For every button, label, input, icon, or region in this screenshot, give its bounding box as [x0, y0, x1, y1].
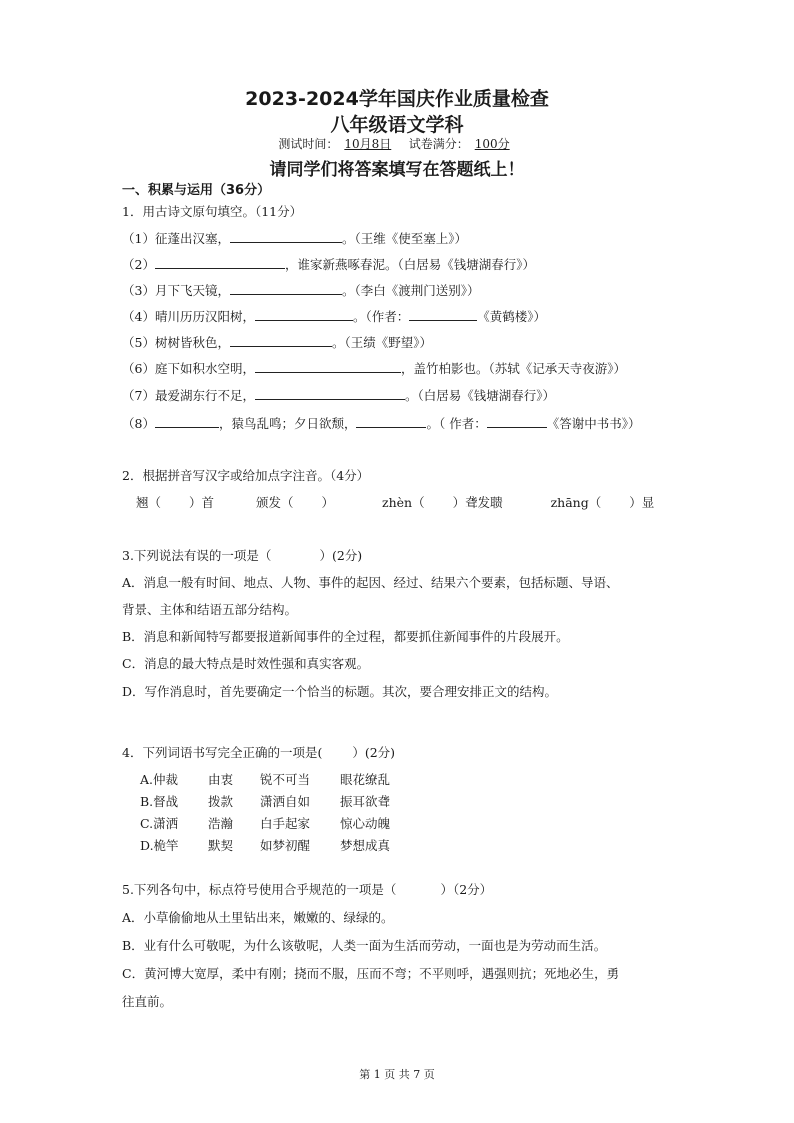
q4-option-row: D.桅竿 默契 如梦初醒 梦想成真: [140, 838, 391, 853]
q3-option-a-cont: 背景、主体和结语五部分结构。: [122, 602, 298, 617]
score-label: 试卷满分：: [408, 137, 469, 151]
q3-option-b: B．消息和新闻特写都要报道新闻事件的全过程，都要抓住新闻事件的片段展开。: [122, 629, 569, 644]
q1-item-6: （6）庭下如积水空明， ，盖竹柏影也。（苏轼《记承天寺夜游》）: [122, 361, 626, 376]
question-3-stem: 3.下列说法有误的一项是（ ）(2分): [122, 548, 363, 563]
q4-option-row: B.督战 拨款 潇洒自如 振耳欲聋: [140, 794, 391, 809]
answer-blank: [255, 359, 401, 373]
q4-options: [140, 770, 440, 858]
answer-blank: [230, 229, 342, 243]
answer-blank: [230, 281, 342, 295]
answer-blank: [155, 255, 285, 269]
exam-meta: [0, 135, 794, 152]
answer-blank: [356, 414, 426, 428]
q3-option-c: C．消息的最大特点是时效性强和真实客观。: [122, 656, 370, 671]
time-value: 10月8日: [344, 137, 392, 151]
q4-option-row: C.潇洒 浩瀚 白手起家 惊心动魄: [140, 816, 391, 831]
section-title: 一、积累与运用（36分）: [122, 183, 271, 198]
exam-subtitle: 八年级语文学科: [330, 114, 464, 136]
answer-blank: [255, 307, 353, 321]
q4-option-row: A.仲裁 由衷 锐不可当 眼花缭乱: [140, 772, 391, 787]
answer-blank: [255, 386, 405, 400]
question-1-stem: 1．用古诗文原句填空。（11分）: [122, 204, 303, 219]
answer-blank: [155, 414, 219, 428]
answer-blank: [230, 333, 332, 347]
question-4-stem: 4．下列词语书写完全正确的一项是( ）(2分): [122, 745, 396, 760]
q5-option-b: B．业有什么可敬呢，为什么该敬呢，人类一面为生活而劳动，一面也是为劳动而生活。: [122, 938, 607, 953]
question-2-stem: 2．根据拼音写汉字或给加点字注音。（4分）: [122, 468, 370, 483]
q2-items: 翘（ ）首 颁发（ ） zhèn（ ）聋发聩 zhāng（ ）显: [136, 495, 655, 510]
score-value: 100分: [474, 137, 510, 151]
q1-item-2: （2） ，谁家新燕啄春泥。（白居易《钱塘湖春行》）: [122, 257, 535, 272]
answer-blank: [487, 414, 547, 428]
q3-option-a: A．消息一般有时间、地点、人物、事件的起因、经过、结果六个要素，包括标题、导语、: [122, 575, 619, 590]
q5-option-a: A．小草偷偷地从土里钻出来，嫩嫩的、绿绿的。: [122, 910, 394, 925]
q1-item-5: （5）树树皆秋色， 。（王绩《野望》）: [122, 335, 432, 350]
q1-item-3: （3）月下飞天镜， 。（李白《渡荆门送别》）: [122, 283, 480, 298]
q1-item-4: （4）晴川历历汉阳树， 。（作者： 《黄鹤楼》）: [122, 309, 546, 324]
q5-option-c-cont: 往直前。: [122, 994, 173, 1009]
exam-title: 2023-2024学年国庆作业质量检查: [245, 88, 549, 110]
q1-item-7: （7）最爱湖东行不足， 。（白居易《钱塘湖春行》）: [122, 388, 555, 403]
q5-option-c: C．黄河博大宽厚，柔中有刚；挠而不服，压而不弯；不平则呼，遇强则抗；死地必生，勇: [122, 966, 620, 981]
q3-option-d: D．写作消息时，首先要确定一个恰当的标题。其次，要合理安排正文的结构。: [122, 684, 558, 699]
page-number: 第 1 页 共 7 页: [359, 1068, 435, 1081]
q1-item-8: （8） ，猿鸟乱鸣；夕日欲颓， 。（ 作者： 《答谢中书书》）: [122, 416, 641, 431]
q1-item-1: （1）征蓬出汉塞， 。（王维《使至塞上》）: [122, 231, 467, 246]
time-label: 测试时间：: [278, 137, 339, 151]
question-5-stem: 5.下列各句中，标点符号使用合乎规范的一项是（ ）（2分）: [122, 882, 493, 897]
answer-blank: [409, 307, 477, 321]
answer-sheet-notice: 请同学们将答案填写在答题纸上！: [269, 160, 525, 180]
